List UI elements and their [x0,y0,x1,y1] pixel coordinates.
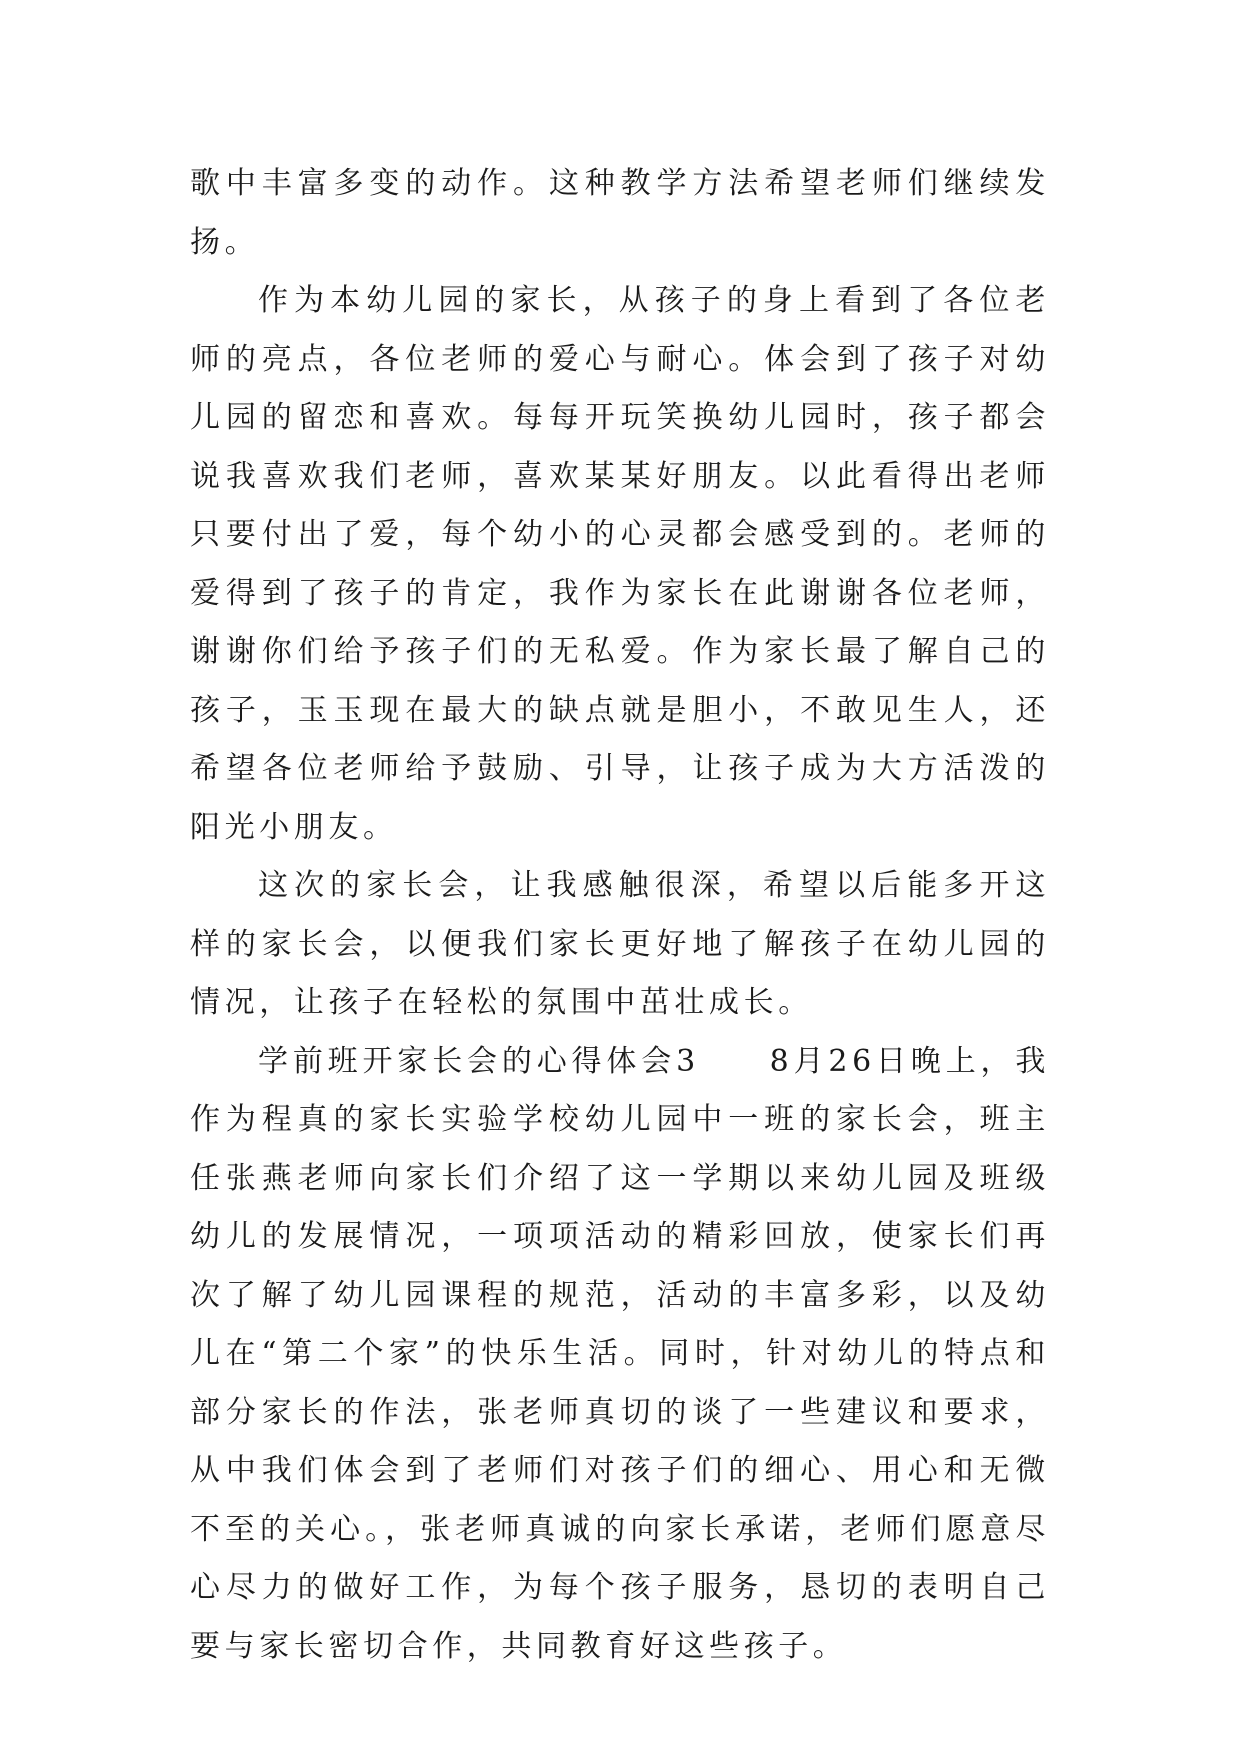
paragraph-essay-3: 学前班开家长会的心得体会3 8月26日晚上，我作为程真的家长实验学校幼儿园中一班的家长会，班主任张燕老师向家长们介绍了这一学期以来幼儿园及班级幼儿的发展情况，一项项活动的精彩回放，使家长们再次了解了幼儿园课程的规范，活动的丰富多彩，以及幼儿在“第二个家”的快乐生活。同时，针对幼儿的特点和部分家长的作法，张老师真切的谈了一些建议和要求，从中我们体会到了老师们对孩子们的细心、用心和无微不至的关心。，张老师真诚的向家长承诺，老师们愿意尽心尽力的做好工作，为每个孩子服务，恳切的表明自己要与家长密切合作，共同教育好这些孩子。 [190,1043,1050,1664]
document-body [190,155,1050,1676]
paragraph-meeting-reflection: 这次的家长会，让我感触很深，希望以后能多开这样的家长会，以便我们家长更好地了解孩子在幼儿园的情况，让孩子在轻松的氛围中茁壮成长。 [190,868,1050,1020]
paragraph-continuation: 歌中丰富多变的动作。这种教学方法希望老师们继续发扬。 [190,166,1050,260]
paragraph-parent-appreciation: 作为本幼儿园的家长，从孩子的身上看到了各位老师的亮点，各位老师的爱心与耐心。体会到了孩子对幼儿园的留恋和喜欢。每每开玩笑换幼儿园时，孩子都会说我喜欢我们老师，喜欢某某好朋友。以此看得出老师只要付出了爱，每个幼小的心灵都会感受到的。老师的爱得到了孩子的肯定，我作为家长在此谢谢各位老师，谢谢你们给予孩子们的无私爱。作为家长最了解自己的孩子，玉玉现在最大的缺点就是胆小，不敢见生人，还希望各位老师给予鼓励、引导，让孩子成为大方活泼的阳光小朋友。 [190,283,1050,845]
